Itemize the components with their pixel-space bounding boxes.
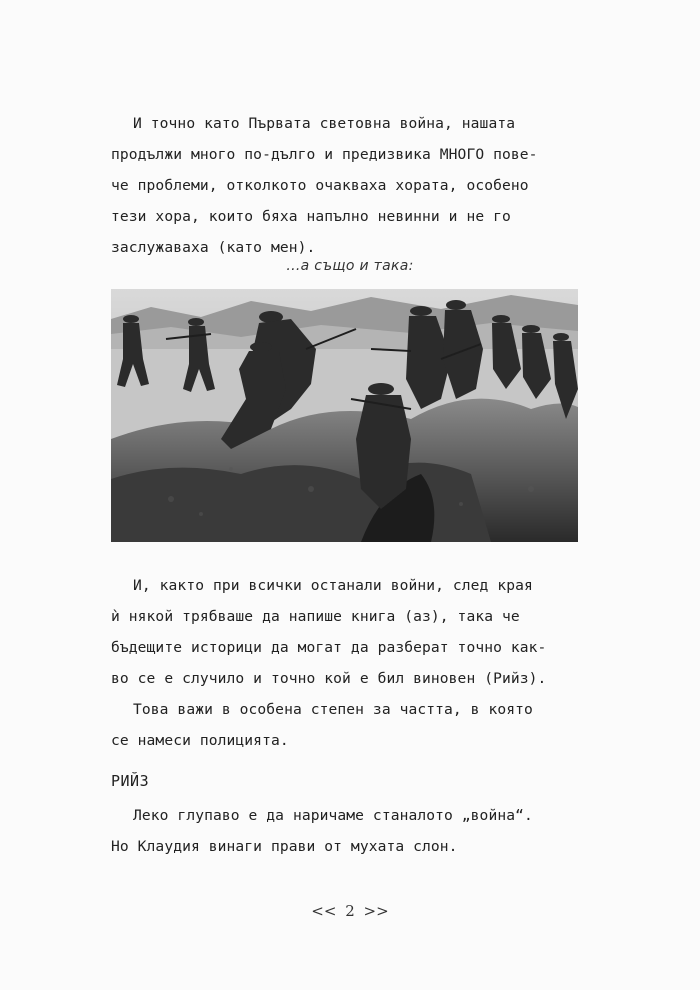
page-number: 2 bbox=[345, 902, 355, 920]
text-line: Но Клаудия винаги прави от мухата слон. bbox=[111, 838, 458, 855]
speaker-heading: РИЙЗ bbox=[111, 772, 150, 790]
text-line: се намеси полицията. bbox=[111, 732, 289, 749]
text-line: Леко глупаво е да наричаме станалото „война“. bbox=[133, 807, 533, 824]
text-line: И, както при всички останали войни, след края bbox=[133, 577, 533, 594]
text-line: заслужаваха (като мен). bbox=[111, 239, 316, 256]
text-line: продължи много по-дълго и предизвика МНОГО пове- bbox=[111, 146, 538, 163]
war-photo bbox=[111, 289, 578, 542]
text-line: во се е случило и точно кой е бил виновен (Рийз). bbox=[111, 670, 547, 687]
text-line: ѝ някой трябваше да напише книга (аз), така че bbox=[111, 608, 520, 625]
paragraph-aftermath bbox=[111, 570, 591, 756]
text-line: И точно като Първата световна война, нашата bbox=[133, 115, 516, 132]
text-line: бъдещите историци да могат да разберат точно как- bbox=[111, 639, 547, 656]
text-line: тези хора, които бяха напълно невинни и не го bbox=[111, 208, 511, 225]
page-navigator bbox=[0, 902, 700, 920]
war-photo-image bbox=[111, 289, 578, 542]
text-line: че проблеми, отколкото очакваха хората, особено bbox=[111, 177, 529, 194]
photo-caption: ...а също и така: bbox=[286, 258, 414, 274]
text-line: Това важи в особена степен за частта, в която bbox=[133, 701, 533, 718]
prev-page-button[interactable]: << bbox=[311, 902, 337, 920]
paragraph-intro bbox=[111, 108, 591, 263]
paragraph-rijz bbox=[111, 800, 591, 862]
next-page-button[interactable]: >> bbox=[363, 902, 389, 920]
